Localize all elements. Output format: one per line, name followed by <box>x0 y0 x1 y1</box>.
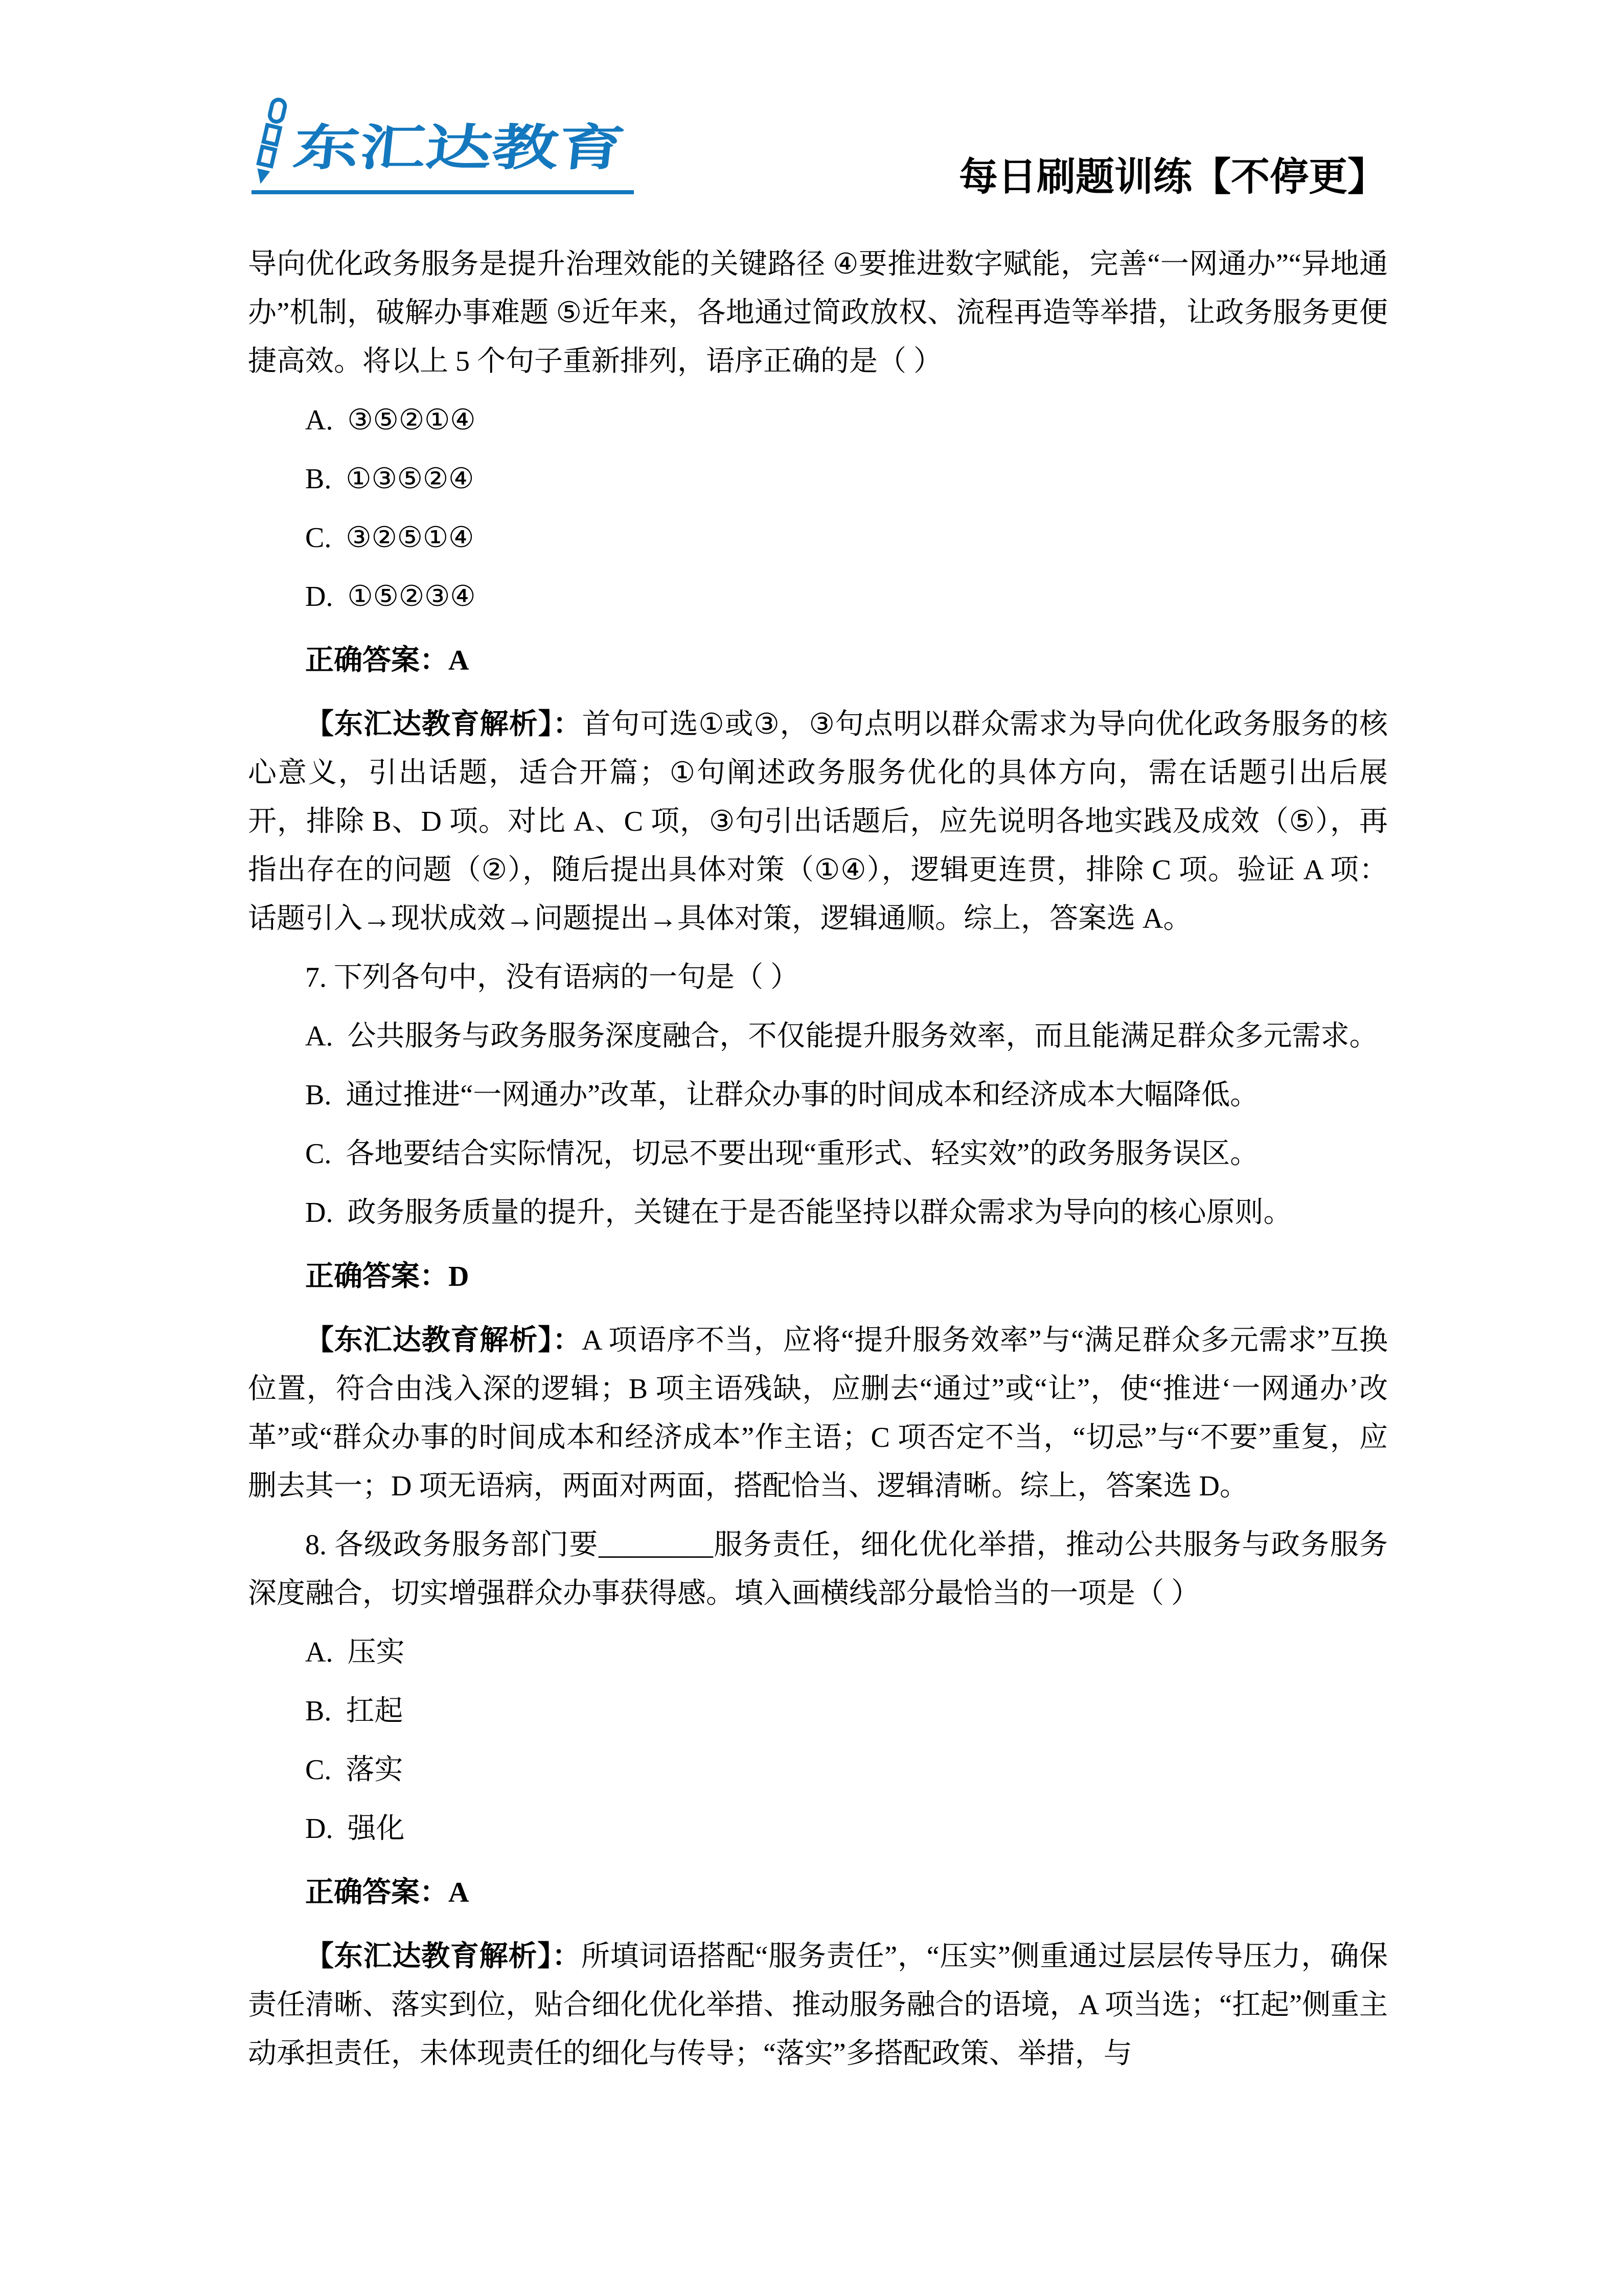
logo-underline <box>252 190 634 194</box>
q8-analysis <box>248 1933 1388 2078</box>
option-label: B. <box>305 463 332 495</box>
option-label: B. <box>305 1079 332 1111</box>
brand-wordmark: 东汇达教育 <box>290 121 628 175</box>
analysis-text: 首句可选①或③，③句点明以群众需求为导向优化政务服务的核心意义，引出话题，适合开篇；①句阐述政务服务优化的具体方向，需在话题引出后展开，排除 B、D 项。对比 A、C 项，③句引出话题后，应先说明各地实践及成效（⑤），再指出存在的问题（②），随后提出具体对策（①④），逻辑更连贯，排除 C 项。验证 A 项：话题引入→现状成效→问题提出→具体对策，逻辑通顺。综上，答案选 A。 <box>248 709 1388 935</box>
option-label: D. <box>305 1197 333 1229</box>
option-text: ③⑤②①④ <box>347 404 476 436</box>
option-label: C. <box>305 1754 332 1786</box>
answer-label: 正确答案： <box>305 645 448 676</box>
brand-logo <box>244 97 648 202</box>
q7-option-d <box>248 1189 1388 1237</box>
option-label: D. <box>305 581 333 612</box>
option-text: 公共服务与政务服务深度融合，不仅能提升服务效率，而且能满足群众多元需求。 <box>347 1020 1378 1052</box>
question6-intro-text: 导向优化政务服务是提升治理效能的关键路径 ④要推进数字赋能，完善“一网通办”“异地通办”机制，破解办事难题 ⑤近年来，各地通过简政放权、流程再造等举措，让政务服务更便捷高效。将以上 5 个句子重新排列，语序正确的是（ ） <box>248 248 1388 377</box>
q8-option-d <box>248 1805 1388 1853</box>
q7-stem: 7. 下列各句中，没有语病的一句是（ ） <box>305 962 799 993</box>
q8-option-c <box>248 1746 1388 1794</box>
option-text: 通过推进“一网通办”改革，让群众办事的时间成本和经济成本大幅降低。 <box>346 1079 1259 1111</box>
analysis-tag: 【东汇达教育解析】： <box>305 1941 581 1972</box>
page-header-title: 每日刷题训练【不停更】 <box>959 156 1386 199</box>
option-text: ①③⑤②④ <box>346 463 474 495</box>
option-label: A. <box>305 404 333 436</box>
answer-label: 正确答案： <box>305 1261 448 1292</box>
option-text: 落实 <box>346 1754 403 1786</box>
option-text: 强化 <box>347 1813 405 1845</box>
analysis-tag: 【东汇达教育解析】： <box>305 1325 582 1356</box>
q8-answer-line <box>248 1869 1388 1917</box>
option-label: C. <box>305 522 332 554</box>
q6-option-b <box>248 455 1388 504</box>
analysis-text: 所填词语搭配“服务责任”，“压实”侧重通过层层传导压力，确保责任清晰、落实到位，贴合细化优化举措、推动服务融合的语境，A 项当选；“扛起”侧重主动承担责任，未体现责任的细化与传导；“落实”多搭配政策、举措，与 <box>248 1941 1388 2070</box>
option-text: ①⑤②③④ <box>347 581 476 612</box>
q8-stem: 8. 各级政务服务部门要________服务责任，细化优化举措，推动公共服务与政务服务深度融合，切实增强群众办事获得感。填入画横线部分最恰当的一项是（ ） <box>248 1529 1388 1609</box>
answer-label: 正确答案： <box>305 1877 448 1908</box>
option-text: 各地要结合实际情况，切忌不要出现“重形式、轻实效”的政务服务误区。 <box>346 1138 1259 1170</box>
q6-option-d <box>248 573 1388 621</box>
option-text: 压实 <box>347 1636 405 1668</box>
q7-option-b <box>248 1071 1388 1120</box>
pen-icon <box>246 97 293 189</box>
q7-answer-line <box>248 1253 1388 1301</box>
q7-option-c <box>248 1130 1388 1178</box>
analysis-tag: 【东汇达教育解析】： <box>305 709 582 740</box>
option-label: D. <box>305 1813 333 1845</box>
answer-value: A <box>448 645 469 676</box>
option-label: A. <box>305 1020 333 1052</box>
q8-option-a <box>248 1628 1388 1677</box>
q6-option-c <box>248 514 1388 562</box>
q6-answer-line <box>248 636 1388 685</box>
q6-analysis <box>248 700 1388 943</box>
q7-option-a <box>248 1012 1388 1061</box>
option-label: A. <box>305 1636 333 1668</box>
option-text: 政务服务质量的提升，关键在于是否能坚持以群众需求为导向的核心原则。 <box>347 1197 1292 1229</box>
answer-value: A <box>448 1877 469 1908</box>
option-label: C. <box>305 1138 332 1170</box>
option-label: B. <box>305 1695 332 1727</box>
q7-analysis <box>248 1316 1388 1511</box>
option-text: 扛起 <box>346 1695 403 1727</box>
option-text: ③②⑤①④ <box>346 522 474 554</box>
analysis-text: A 项语序不当，应将“提升服务效率”与“满足群众多元需求”互换位置，符合由浅入深的逻辑；B 项主语残缺，应删去“通过”或“让”，使“推进‘一网通办’改革”或“群众办事的时间成本和经济成本”作主语；C 项否定不当，“切忌”与“不要”重复，应删去其一；D 项无语病，两面对两面，搭配恰当、逻辑清晰。综上，答案选 D。 <box>248 1325 1388 1502</box>
document-content <box>248 240 1388 2078</box>
answer-value: D <box>448 1261 469 1292</box>
q8-option-b <box>248 1687 1388 1736</box>
q6-option-a <box>248 396 1388 445</box>
